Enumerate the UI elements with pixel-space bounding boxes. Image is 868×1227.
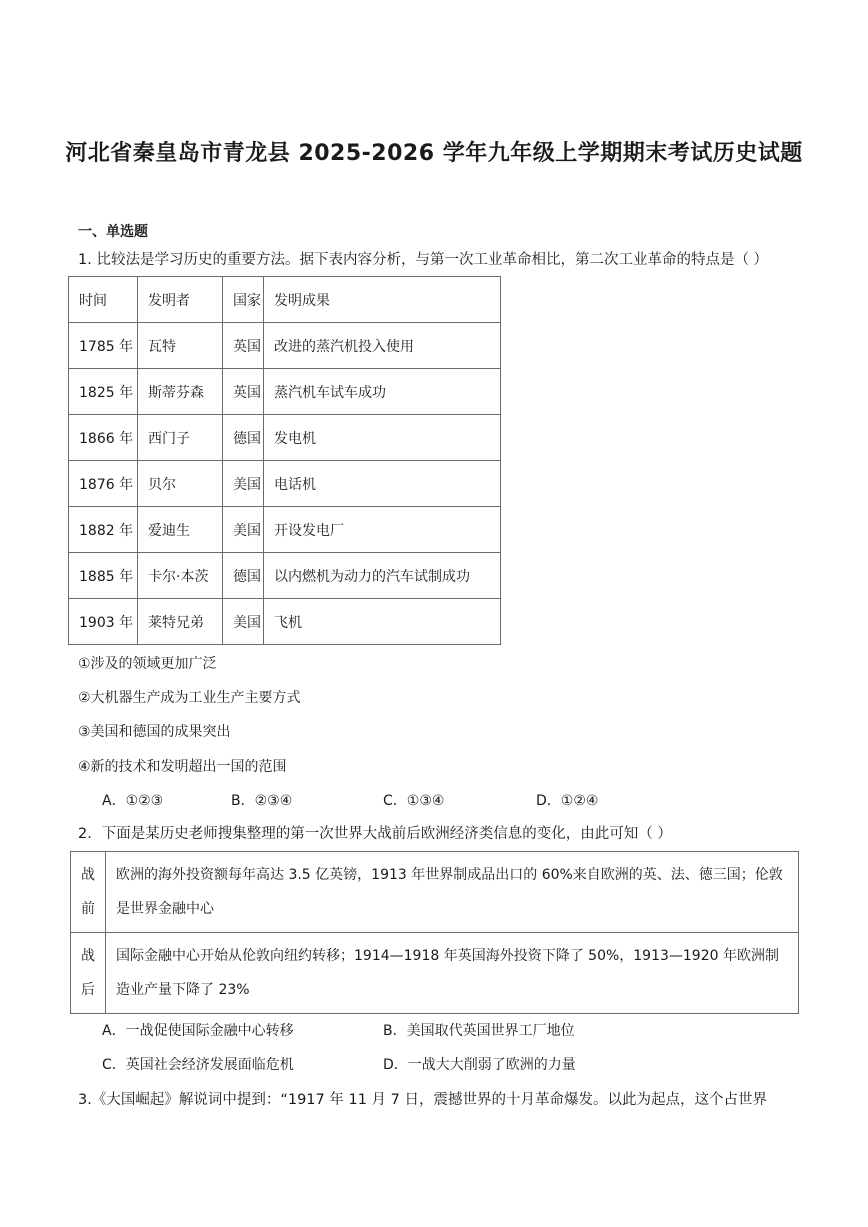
- table-row: [71, 852, 799, 933]
- cell-country: 美国: [223, 461, 264, 507]
- q2-choice-c[interactable]: C．英国社会经济发展面临危机: [102, 1057, 294, 1073]
- label-char: 前: [81, 901, 95, 917]
- table-row: [71, 933, 799, 1014]
- header-cell: 时间: [69, 277, 138, 323]
- question-1-stem: 1. 比较法是学习历史的重要方法。据下表内容分析，与第一次工业革命相比，第二次工业革命的特点是（ ）: [78, 252, 769, 268]
- document-title: 河北省秦皇岛市青龙县 2025-2026 学年九年级上学期期末考试历史试题: [65, 141, 803, 166]
- q2-choice-b[interactable]: B．美国取代英国世界工厂地位: [383, 1023, 575, 1039]
- cell-year: 1882 年: [69, 507, 138, 553]
- cell-year: 1885 年: [69, 553, 138, 599]
- cell-inventor: 瓦特: [138, 323, 223, 369]
- row-label: [71, 852, 106, 933]
- cell-result: 开设发电厂: [264, 507, 501, 553]
- cell-year: 1866 年: [69, 415, 138, 461]
- cell-result: 发电机: [264, 415, 501, 461]
- cell-inventor: 斯蒂芬森: [138, 369, 223, 415]
- cell-inventor: 莱特兄弟: [138, 599, 223, 645]
- table-row: [69, 553, 501, 599]
- statement-2: ②大机器生产成为工业生产主要方式: [78, 690, 301, 706]
- cell-year: 1876 年: [69, 461, 138, 507]
- cell-result: 以内燃机为动力的汽车试制成功: [264, 553, 501, 599]
- cell-inventor: 爱迪生: [138, 507, 223, 553]
- economy-table: [70, 851, 799, 1014]
- cell-country: 英国: [223, 369, 264, 415]
- q2-choice-d[interactable]: D．一战大大削弱了欧洲的力量: [383, 1057, 576, 1073]
- row-text: 国际金融中心开始从伦敦向纽约转移；1914—1918 年英国海外投资下降了 50%，1913—1920 年欧洲制造业产量下降了 23%: [106, 933, 799, 1014]
- cell-country: 美国: [223, 507, 264, 553]
- statement-3: ③美国和德国的成果突出: [78, 724, 231, 740]
- table-row: [69, 369, 501, 415]
- header-cell: 发明成果: [264, 277, 501, 323]
- table-row: [69, 461, 501, 507]
- cell-country: 英国: [223, 323, 264, 369]
- table-row: [69, 323, 501, 369]
- cell-result: 蒸汽机车试车成功: [264, 369, 501, 415]
- cell-result: 电话机: [264, 461, 501, 507]
- row-text: 欧洲的海外投资额每年高达 3.5 亿英镑，1913 年世界制成品出口的 60%来自欧洲的英、法、德三国；伦敦是世界金融中心: [106, 852, 799, 933]
- label-char: 后: [81, 982, 95, 998]
- cell-inventor: 贝尔: [138, 461, 223, 507]
- cell-inventor: 卡尔·本茨: [138, 553, 223, 599]
- cell-result: 飞机: [264, 599, 501, 645]
- cell-country: 德国: [223, 415, 264, 461]
- table-row: [69, 599, 501, 645]
- cell-year: 1903 年: [69, 599, 138, 645]
- q1-choice-d[interactable]: D．①②④: [536, 793, 599, 809]
- cell-year: 1785 年: [69, 323, 138, 369]
- cell-country: 德国: [223, 553, 264, 599]
- q2-choice-a[interactable]: A．一战促使国际金融中心转移: [102, 1023, 294, 1039]
- table-header-row: [69, 277, 501, 323]
- row-label: [71, 933, 106, 1014]
- question-2-stem: 2．下面是某历史老师搜集整理的第一次世界大战前后欧洲经济类信息的变化，由此可知（ ）: [78, 826, 672, 842]
- cell-result: 改进的蒸汽机投入使用: [264, 323, 501, 369]
- header-cell: 国家: [223, 277, 264, 323]
- q1-choice-c[interactable]: C．①③④: [383, 793, 445, 809]
- cell-inventor: 西门子: [138, 415, 223, 461]
- q1-choice-a[interactable]: A．①②③: [102, 793, 164, 809]
- statement-1: ①涉及的领域更加广泛: [78, 656, 217, 672]
- cell-country: 美国: [223, 599, 264, 645]
- label-char: 战: [81, 948, 95, 964]
- table-row: [69, 507, 501, 553]
- header-cell: 发明者: [138, 277, 223, 323]
- inventions-table: [68, 276, 501, 645]
- cell-year: 1825 年: [69, 369, 138, 415]
- q1-choice-b[interactable]: B．②③④: [231, 793, 293, 809]
- question-3-stem: 3.《大国崛起》解说词中提到：“1917 年 11 月 7 日，震撼世界的十月革命爆发。以此为起点，这个占世界: [78, 1092, 767, 1108]
- table-row: [69, 415, 501, 461]
- statement-4: ④新的技术和发明超出一国的范围: [78, 759, 287, 775]
- label-char: 战: [81, 867, 95, 883]
- section-heading: 一、单选题: [78, 224, 148, 240]
